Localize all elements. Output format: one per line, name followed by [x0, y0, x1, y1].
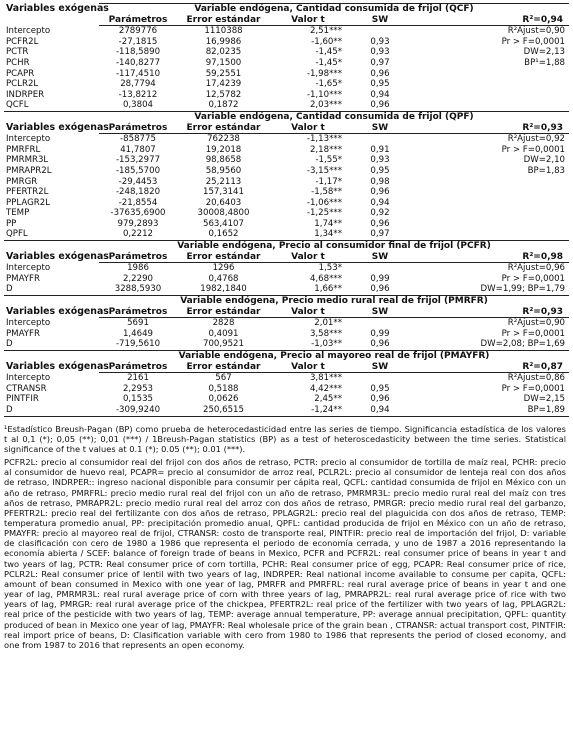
params-header: Parámetros	[99, 307, 177, 318]
document-page	[4, 0, 569, 650]
variable-name: QCFL	[4, 100, 99, 111]
variable-name: INDRPER	[6, 89, 45, 100]
table-row	[4, 145, 569, 156]
variable-name: D	[4, 405, 99, 416]
standard-error-value: 30008,4800	[197, 208, 250, 219]
fit-statistic	[414, 79, 569, 90]
variable-name: Intercepto	[6, 262, 51, 273]
r2-value: R²=0,98	[414, 252, 569, 263]
t-value: -1,17*	[315, 176, 342, 187]
sw-value: 0,96	[370, 218, 390, 229]
standard-error-value: 0,1872	[177, 100, 270, 111]
parameter-value: 5691	[127, 318, 149, 329]
error-header: Error estándar	[177, 307, 270, 318]
fit-statistic: R²Ajust=0,90	[507, 318, 566, 329]
t-value-header: Valor t	[270, 307, 346, 318]
variable-name: PFERTR2L	[6, 187, 49, 198]
params-header: Parámetros	[99, 362, 177, 373]
variable-name: PCHR	[6, 57, 30, 68]
standard-error-value: 0,4091	[208, 328, 239, 339]
sw-value: 0,99	[370, 273, 390, 284]
variable-name: TEMP	[6, 208, 30, 219]
exogenous-variables-label: Variables exógenas	[4, 351, 99, 373]
parameter-value: -719,5610	[99, 339, 177, 350]
table-row	[4, 58, 569, 69]
variable-name: PMAYFR	[6, 328, 40, 339]
block-title-row	[4, 296, 569, 307]
r2-value: R²=0,93	[414, 307, 569, 318]
fit-statistic: BP=1,89	[414, 405, 569, 416]
variable-name: PINTFIR	[6, 394, 39, 405]
sw-header: SW	[346, 307, 414, 318]
endogenous-variable-title: Variable endógena, Precio al mayoreo real de frijol (PMAYFR)	[99, 351, 569, 362]
t-value-header: Valor t	[270, 123, 346, 134]
t-value: -1,60**	[311, 36, 342, 47]
standard-error-value: 700,9521	[177, 339, 270, 350]
variable-name: PMRAPR2L	[6, 165, 52, 176]
sw-value: 0,95	[370, 165, 390, 176]
sw-value	[346, 373, 414, 384]
exogenous-variables-label: Variables exógenas	[4, 296, 99, 318]
standard-error-value: 1110388	[204, 26, 243, 37]
fit-statistic: DW=1,99; BP=1,79	[414, 284, 569, 295]
sw-value	[346, 263, 414, 274]
fit-statistic	[414, 219, 569, 230]
standard-error-value: 0,4768	[208, 273, 239, 284]
table-row	[4, 284, 569, 295]
table-row	[4, 219, 569, 230]
t-value: 2,18***	[309, 144, 342, 155]
table-row	[4, 166, 569, 177]
sw-value	[346, 26, 414, 37]
variable-name: Intercepto	[6, 25, 51, 36]
parameter-value: 0,2212	[99, 229, 177, 240]
t-value: 4,42***	[309, 383, 342, 394]
table-row	[4, 47, 569, 58]
params-header: Parámetros	[99, 15, 177, 26]
block-title-row	[4, 4, 569, 15]
table-row	[4, 329, 569, 340]
significance-note: ¹Estadístico Breush-Pagan (BP) como prueba de heterocedasticidad entre las series de tiempo. Significancia estadística de los valores t al 0,1 (*); 0,05 (**); 0,01 (***) / 1Breush-Pagan statistics (BP) as a test of heteroscedasticity between the time series. Statistical significance of the t values at 0.1 (*); 0.05 (**); 0.01 (***).	[4, 423, 566, 454]
t-value: 2,51***	[309, 26, 342, 37]
standard-error-value: 17,4239	[205, 79, 242, 90]
variable-name: PPLAGR2L	[6, 197, 50, 208]
table-row	[4, 318, 569, 329]
sw-value: 0,97	[346, 229, 414, 240]
t-value: -1,58**	[311, 187, 342, 198]
regression-table-body	[4, 4, 569, 417]
t-value: 1,66**	[270, 284, 346, 295]
t-value: -1,03**	[270, 339, 346, 350]
t-value: -1,55*	[315, 155, 342, 166]
parameter-value: 2789776	[118, 26, 158, 37]
t-value: -1,65*	[315, 79, 342, 90]
standard-error-value: 19,2018	[205, 144, 242, 155]
parameter-value: 2,2953	[122, 383, 154, 394]
sw-value: 0,94	[370, 89, 390, 100]
table-row	[4, 405, 569, 416]
parameter-value: -37635,6900	[110, 208, 166, 219]
fit-statistic	[414, 177, 569, 188]
endogenous-variable-title: Variable endógena, Precio al consumidor final de frijol (PCFR)	[99, 241, 569, 252]
exogenous-variables-label: Variables exógenas	[6, 2, 109, 14]
table-row	[4, 263, 569, 274]
error-header: Error estándar	[177, 15, 270, 26]
block-title-row	[4, 241, 569, 252]
standard-error-value: 0,5188	[208, 383, 239, 394]
sw-value: 0,97	[370, 57, 390, 68]
sw-value: 0,93	[370, 36, 390, 47]
parameter-value: 979,2893	[117, 218, 159, 229]
error-header: Error estándar	[177, 362, 270, 373]
fit-statistic	[414, 208, 569, 219]
table-row	[4, 229, 569, 240]
variable-name: PMRFRL	[6, 144, 41, 155]
fit-statistic: R²Ajust=0,92	[507, 134, 566, 145]
variable-name: PCLR2L	[6, 79, 39, 90]
sw-value: 0,99	[370, 328, 390, 339]
parameter-value: 28,7794	[120, 79, 156, 90]
t-value: 2,03***	[270, 100, 346, 111]
parameter-value: 0,3804	[99, 100, 177, 111]
table-row	[4, 155, 569, 166]
variable-name: D	[4, 339, 99, 350]
standard-error-value: 59,2551	[205, 68, 242, 79]
r2-value: R²=0,93	[414, 123, 569, 134]
table-row	[4, 69, 569, 80]
fit-statistic	[414, 100, 569, 111]
table-row	[4, 79, 569, 90]
table-row	[4, 394, 569, 405]
sw-value: 0,95	[370, 79, 390, 90]
t-value: 2,45**	[314, 394, 342, 405]
standard-error-value: 98,8658	[205, 155, 242, 166]
error-header: Error estándar	[177, 123, 270, 134]
sw-value	[346, 318, 414, 329]
parameter-value: -248,1820	[115, 187, 161, 198]
standard-error-value: 563,4107	[202, 218, 244, 229]
table-row	[4, 339, 569, 350]
table-row	[4, 373, 569, 384]
table-row	[4, 274, 569, 285]
variable-name: Intercepto	[6, 133, 51, 144]
fit-statistic: Pr > F=0,0001	[501, 273, 566, 284]
t-value: -1,06***	[306, 197, 342, 208]
variable-name: PMRGR	[6, 176, 38, 187]
table-row	[4, 177, 569, 188]
endogenous-variable-title: Variable endógena, Precio medio rural real de frijol (PMRFR)	[99, 296, 569, 307]
sw-value: 0,96	[370, 68, 390, 79]
table-row	[4, 198, 569, 209]
standard-error-value: 58,9560	[205, 165, 242, 176]
table-row	[4, 187, 569, 198]
fit-statistic: R²Ajust=0,90	[507, 26, 566, 37]
parameter-value: -309,9240	[99, 405, 177, 416]
r2-value: R²=0,94	[414, 15, 569, 26]
standard-error-value: 762238	[207, 134, 240, 145]
sw-value: 0,94	[346, 405, 414, 416]
block-title-row	[4, 351, 569, 362]
fit-statistic	[414, 90, 569, 101]
parameter-value: 0,1535	[122, 394, 154, 405]
table-row	[4, 90, 569, 101]
error-header: Error estándar	[177, 252, 270, 263]
parameter-value: 1986	[127, 263, 149, 274]
standard-error-value: 0,1652	[177, 229, 270, 240]
r2-value: R²=0,87	[414, 362, 569, 373]
variable-name: PCFR2L	[6, 36, 39, 47]
table-row	[4, 208, 569, 219]
fit-statistic	[414, 229, 569, 240]
fit-statistic	[414, 69, 569, 80]
sw-value: 0,93	[370, 47, 390, 58]
sw-value: 0,96	[346, 339, 414, 350]
sw-header: SW	[346, 15, 414, 26]
parameter-value: -27,1815	[118, 36, 158, 47]
standard-error-value: 82,0235	[205, 47, 242, 58]
t-value-header: Valor t	[270, 362, 346, 373]
fit-statistic: Pr > F=0,0001	[501, 328, 566, 339]
table-row	[4, 100, 569, 111]
t-value: 3,81***	[309, 373, 342, 384]
regression-table	[4, 3, 569, 417]
sw-value: 0,96	[346, 100, 414, 111]
parameter-value: 1,4649	[122, 328, 154, 339]
t-value: -1,13***	[306, 134, 342, 145]
standard-error-value: 250,6515	[177, 405, 270, 416]
table-notes	[4, 424, 569, 650]
sw-value	[346, 134, 414, 145]
variable-name: Intercepto	[6, 317, 51, 328]
parameter-value: -21,8554	[118, 197, 158, 208]
variable-name: D	[4, 284, 99, 295]
parameter-value: 2,2290	[122, 273, 154, 284]
sw-value: 0,93	[370, 155, 390, 166]
t-value: 4,68***	[309, 273, 342, 284]
table-row	[4, 37, 569, 48]
sw-value: 0,94	[370, 197, 390, 208]
t-value: 3,58***	[309, 328, 342, 339]
standard-error-value: 2828	[212, 318, 235, 329]
fit-statistic: Pr > F=0,0001	[501, 383, 566, 394]
variable-name: PCAPR	[6, 68, 35, 79]
sw-header: SW	[346, 362, 414, 373]
fit-statistic: Pr > F=0,0001	[501, 144, 566, 155]
t-value: -1,98***	[306, 68, 342, 79]
variable-definitions-note: PCFR2L: precio al consumidor real del frijol con dos años de retraso, PCTR: precio al consumidor de tortilla de maíz real, PCHR: precio al consumidor de huevo real, PCAPR= precio al consumidor de arroz real, PCLR2L: precio al consumidor de lenteja real con dos años de retraso, INDRPER:: ingreso nacional disponible para consumir per cápita real, QCFL: cantidad consumida de frijol en México con un año de retraso, PMRFRL: precio medio rural real del frijol con un año de retraso, PMRMR3L: precio medio rural real del maíz con tres años de retraso, PMRAPR2L: precio medio rural real del arroz con dos años de retraso, PMRGR: precio medio rural real del garbanzo, PFERTR2L: precio real del fertilizante con dos años de retraso, PPLAGR2L: precio real del plaguicida con dos años de retraso, TEMP: temperatura promedio anual, PP: precipitación promedio anual, QPFL: cantidad producida de frijol en México con un año de retraso, PMAYFR: precio al mayoreo real de frijol, CTRANSR: costo de transporte real, PINTFIR: precio real de importación del frijol, D: variable de clasificación con cero de 1980 a 1986 que representa el periodo de economía cerrada, y uno de 1987 a 2016 representando la economía abierta / SCEF: balance of foreign trade of beans in Mexico, PCFR and PCFR2L: real consumer price of beans in year t and two years of lag, PCTR: Real consumer price of corn tortilla, PCHR: Real consumer price of egg, PCAPR: Real consumer price of rice, PCLR2L: Real consumer price of lentil with two years of lag, INDRPER: Real national income available to consume per capita, QCFL: amount of bean consumed in Mexico with one year of lag, PMRFR and PMRFRL: real rural average price of beans in year t and one year of lag, PMRMR3L: real rural average price of corn with three years of lag, PMRAPR2L: real rural average price of rice with two years of lag, PMRGR: real rural average price of the chickpea, PFERTR2L: real price of the fertilizer with two years of lag, PPLAGR2L: real price of the pesticide with two years of lag, TEMP: average annual temperature, PP: average annual precipitation, QPFL: quantity produced of bean in Mexico one year of lag, PMAYFR: Real wholesale price of the grain bean , CTRANSR: actual transport cost, PINTFIR: real import price of beans, D: Clasification variable with cero from 1980 to 1986 that represents the period of closed economy, and one from 1987 to 2016 that represents an open economy.	[4, 457, 566, 650]
variable-name: PP	[6, 218, 17, 229]
standard-error-value: 1982,1840	[177, 284, 270, 295]
exogenous-variables-label: Variables exógenas	[4, 241, 99, 263]
sw-value: 0,95	[370, 383, 390, 394]
endogenous-variable-title: Variable endógena, Cantidad consumida de frijol (QCF)	[99, 4, 569, 15]
fit-statistic: BP=1,83	[527, 165, 566, 176]
variable-name: QPFL	[4, 229, 99, 240]
fit-statistic	[414, 198, 569, 209]
t-value: -3,15***	[306, 165, 342, 176]
table-row	[4, 26, 569, 37]
t-value: -1,10***	[306, 89, 342, 100]
variable-name: CTRANSR	[6, 383, 47, 394]
t-value: 1,74**	[314, 218, 342, 229]
endogenous-variable-title: Variable endógena, Cantidad consumida de frijol (QPF)	[99, 111, 569, 122]
fit-statistic: DW=2,10	[523, 155, 566, 166]
params-header: Parámetros	[99, 123, 177, 134]
parameter-value: -153,2977	[115, 155, 161, 166]
standard-error-value: 1296	[212, 263, 235, 274]
standard-error-value: 20,6403	[205, 197, 242, 208]
fit-statistic: DW=2,13	[523, 47, 566, 58]
sw-value: 0,96	[346, 284, 414, 295]
sw-value: 0,98	[370, 176, 390, 187]
parameter-value: -185,5700	[115, 165, 161, 176]
standard-error-value: 12,5782	[205, 89, 242, 100]
t-value: -1,45*	[315, 47, 342, 58]
t-value: -1,25***	[306, 208, 342, 219]
sw-value: 0,92	[370, 208, 390, 219]
standard-error-value: 16,9986	[205, 36, 242, 47]
sw-header: SW	[346, 123, 414, 134]
exogenous-variables-label: Variables exógenas	[4, 111, 99, 133]
standard-error-value: 157,3141	[202, 187, 244, 198]
parameter-value: -140,8277	[115, 57, 161, 68]
standard-error-value: 0,0626	[208, 394, 239, 405]
parameter-value: -29,4453	[118, 176, 158, 187]
sw-value: 0,96	[370, 187, 390, 198]
sw-header: SW	[346, 252, 414, 263]
t-value: 1,53*	[318, 263, 342, 274]
variable-name: PMAYFR	[6, 273, 40, 284]
block-title-row	[4, 111, 569, 122]
variable-name: PCTR	[6, 47, 29, 58]
sw-value: 0,91	[370, 144, 390, 155]
t-value-header: Valor t	[270, 252, 346, 263]
params-header: Parámetros	[99, 252, 177, 263]
fit-statistic: DW=2,15	[523, 394, 566, 405]
standard-error-value: 25,2113	[205, 176, 242, 187]
t-value: -1,45*	[315, 57, 342, 68]
sw-value: 0,96	[370, 394, 390, 405]
variable-name: PMRMR3L	[6, 155, 49, 166]
fit-statistic: R²Ajust=0,96	[507, 263, 566, 274]
standard-error-value: 567	[215, 373, 232, 384]
fit-statistic: DW=2,08; BP=1,69	[414, 339, 569, 350]
parameter-value: -858775	[120, 134, 156, 145]
parameter-value: 3288,5930	[99, 284, 177, 295]
parameter-value: 2161	[127, 373, 149, 384]
t-value: 2,01**	[314, 318, 342, 329]
fit-statistic	[414, 187, 569, 198]
parameter-value: 41,7807	[120, 144, 156, 155]
fit-statistic: R²Ajust=0,86	[507, 373, 566, 384]
parameter-value: -13,8212	[118, 89, 158, 100]
fit-statistic: Pr > F=0,0001	[501, 36, 566, 47]
t-value: -1,24**	[270, 405, 346, 416]
t-value: 1,34**	[270, 229, 346, 240]
variable-name: Intercepto	[6, 372, 51, 383]
parameter-value: -117,4510	[115, 68, 161, 79]
standard-error-value: 97,1500	[205, 57, 242, 68]
table-row	[4, 384, 569, 395]
table-row	[4, 134, 569, 145]
t-value-header: Valor t	[270, 15, 346, 26]
fit-statistic: BP¹=1,88	[524, 57, 566, 68]
parameter-value: -118,5890	[115, 47, 161, 58]
